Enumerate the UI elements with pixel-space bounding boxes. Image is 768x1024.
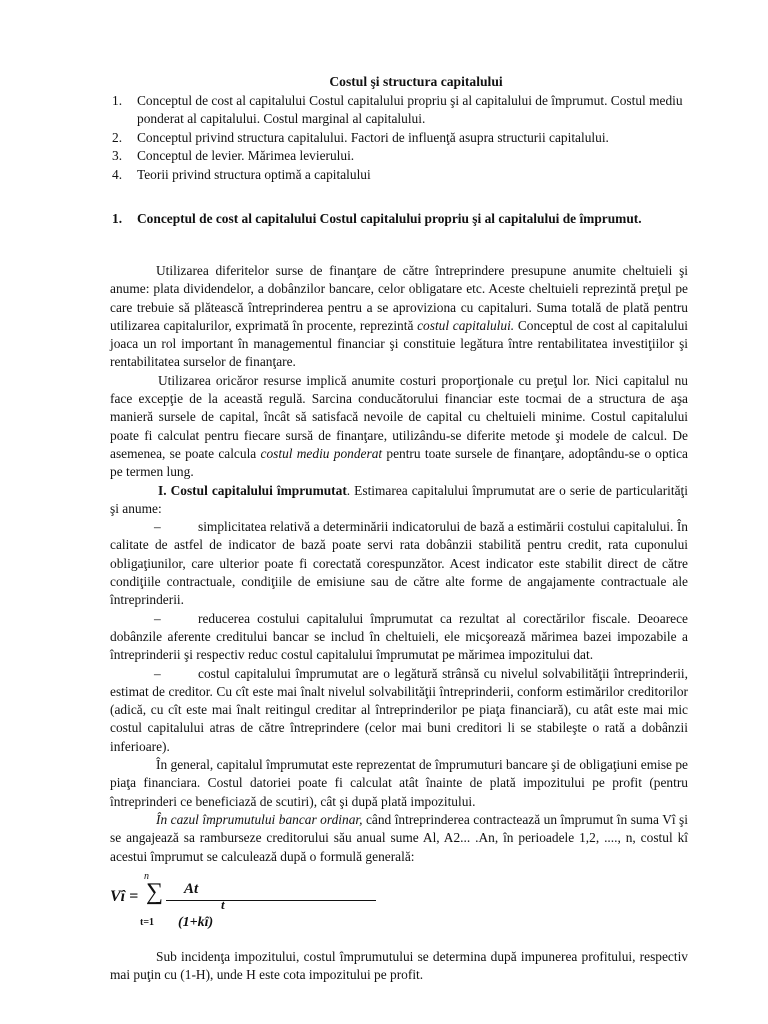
dash-item: – reducerea costului capitalului împrumutat ca rezultat al corectărilor fiscale. Deoarece dobânzile aferente creditului bancar se includ în cheltuieli, ele micşorează mărimea bazei impozabile a întreprinderii şi respectiv reduc costul capitalului împrumutat pe mărimea impozitului dat. <box>110 610 688 663</box>
subsection-title: I. Costul capitalului împrumutat <box>158 482 347 498</box>
paragraph: Utilizarea diferitelor surse de finanţare de către întreprindere presupune anumite cheltuieli şi anume: plata dividendelor, a dobânzilor bancare, celor obligatare etc. Aceste cheltuieli reprezintă preţul pe care trebuie să plătească întreprinderea pentru a se aproviziona cu capitaluri. Suma totală de plată pentru utilizarea capitalurilor, exprimată în procente, reprezintă costul capitalului. Conceptul de cost al capitalului joaca un rol important în managementul financiar şi constituie legătura între rentabilitatea investiţiilor şi rentabilitatea surselor de finanţare. <box>110 263 689 370</box>
dash-item: – costul capitalului împrumutat are o legătură strânsă cu nivelul solvabilităţii întreprinderii, estimat de creditor. Cu cît este mai înalt nivelul solvabilităţii întreprinderii, conform estimărilor creditorilor (adică, cu cît este mai înalt reitingul creditar al întreprinderilor pe piaţa financiară), cu atât este mai mic costul capitalului atras de către întreprindere (celor mai buni creditori li se stabileşte o rată a dobânzii inferioare). <box>110 665 688 754</box>
formula-exponent: t <box>221 896 225 912</box>
paragraph: Sub incidenţa impozitului, costul împrumutului se determina după impunerea profitului, respectiv mai puţin cu (1-H), unde H este cota impozitului pe profit. <box>110 948 688 983</box>
paragraph: Utilizarea oricăror resurse implică anumite costuri proporţionale cu preţul lor. Nici capitalul nu face excepţie de la această regulă. Sarcina conducătorului financiar este tocmai de a structura de aşa manieră sursele de capital, încât să satisfacă nevoile de capital cu cheltuieli minime. Costul capitalului poate fi calculat pentru fiecare sursă de finanţare, utilizându-se diferite metode şi modele de calcul. De asemenea, se poate calcula costul mediu ponderat pentru toate sursele de finanţare, adoptându-se o optica pe termen lung. <box>110 372 689 480</box>
loan-cost-formula <box>110 866 688 944</box>
dash-marker: – <box>154 665 161 681</box>
toc-item <box>112 166 687 184</box>
formula-numerator: At <box>184 880 199 897</box>
sum-symbol: ∑ <box>146 878 164 905</box>
toc-item <box>112 129 687 147</box>
toc-text: Conceptul de cost al capitalului Costul capitalului propriu şi al capitalului de împrumut. Costul mediu ponderat al capitalului. Costul marginal al capitalului. <box>137 93 683 127</box>
formula-denominator: (1+kî) <box>178 914 214 930</box>
toc-number: 2. <box>112 129 123 145</box>
sum-upper-limit: n <box>144 870 149 882</box>
toc-number: 1. <box>112 93 123 108</box>
italic-term: costul capitalului. <box>417 317 515 333</box>
toc-text: Teorii privind structura optimă a capitalului <box>137 166 371 182</box>
paragraph: I. Costul capitalului împrumutat. Estimarea capitalului împrumutat are o serie de particularităţi şi anume: <box>110 482 688 516</box>
toc-item <box>112 147 687 165</box>
section-heading <box>112 210 687 228</box>
formula-lhs: Vî = <box>110 887 139 905</box>
section-number: 1. <box>112 211 123 226</box>
section-heading-text: Conceptul de cost al capitalului Costul capitalului propriu şi al capitalului de împrumut. <box>137 211 642 226</box>
sum-lower-limit: t=1 <box>140 916 155 928</box>
toc-item <box>112 92 687 129</box>
fraction-bar <box>166 900 376 901</box>
dash-marker: – <box>154 519 161 535</box>
italic-term: costul mediu ponderat <box>260 445 383 461</box>
document-title: Costul şi structura capitalului <box>329 74 503 89</box>
document-body <box>110 262 688 984</box>
toc-number: 4. <box>112 166 123 182</box>
paragraph: În cazul împrumutului bancar ordinar, când întreprinderea contractează un împrumut în suma Vî şi se angajează sa ramburseze creditorului său anual sume Al, A2... .An, în perioadele 1,2, ...., n, costul kî acestui împrumut se calculează după o formulă generală: <box>110 811 688 864</box>
italic-term: În cazul împrumutului bancar ordinar, <box>156 811 363 827</box>
table-of-contents <box>112 92 687 184</box>
paragraph: În general, capitalul împrumutat este reprezentat de împrumuturi bancare şi de obligaţiuni emise pe piaţa financiara. Costul datoriei poate fi calculat atât înainte de plată impozitului pe profit (pentru întreprinderi ce beneficiază de scutiri), cât şi după plată impozitului. <box>110 757 688 809</box>
toc-number: 3. <box>112 148 123 164</box>
toc-text: Conceptul de levier. Mărimea levierului. <box>137 148 355 164</box>
toc-text: Conceptul privind structura capitalului. Factori de influenţă asupra structurii capitalului. <box>137 129 609 145</box>
dash-item: – simplicitatea relativă a determinării indicatorului de bază a estimării costului capitalului. În calitate de astfel de indicator de bază poate servi rata dobânzii stabilită pentru credit, rata cuponului obligaţiunilor, care ulterior poate fi corectată corespunzător. Acest indicator este stabilit direct de către condiţiile contractuale, condiţiile de emisiune sau de către alte forme de angajamente contractuale ale întreprinderii. <box>110 519 688 608</box>
dash-marker: – <box>154 610 161 626</box>
